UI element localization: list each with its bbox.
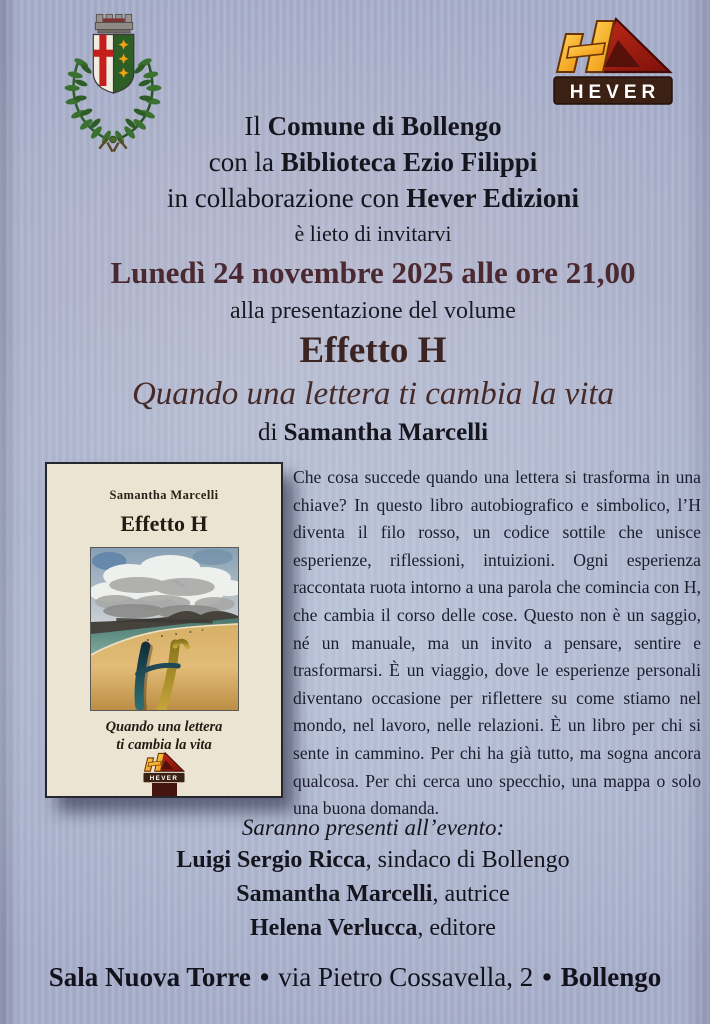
hever-logo-small-text: HEVER	[149, 775, 179, 783]
guest-line	[36, 877, 710, 911]
event-datetime: Lunedì 24 novembre 2025 alle ore 21,00	[110, 255, 636, 290]
hever-logo	[552, 14, 674, 106]
guest-name: Helena Verlucca	[250, 915, 418, 941]
venue-footer	[0, 962, 710, 993]
organizer-line-2	[36, 144, 710, 180]
venue-address: via Pietro Cossavella, 2	[278, 962, 534, 992]
organizer-line-3	[36, 180, 710, 216]
author-name: Samantha Marcelli	[283, 419, 489, 446]
hever-logo-tail	[152, 783, 177, 796]
cover-subtitle-line-2: ti cambia la vita	[116, 737, 212, 753]
organizer-name: Comune di Bollengo	[267, 111, 502, 141]
publisher-prefix: in collaborazione con	[167, 183, 407, 213]
cover-subtitle-line-1: Quando una lettera	[105, 719, 223, 735]
cover-author: Samantha Marcelli	[109, 488, 219, 502]
guest-role: , editore	[417, 915, 496, 941]
shield-stars	[119, 40, 129, 78]
guest-name: Luigi Sergio Ricca	[176, 847, 366, 873]
guest-line	[36, 911, 710, 945]
author-line	[36, 417, 710, 449]
publisher-name: Hever Edizioni	[406, 183, 579, 213]
hever-emblem	[557, 19, 670, 72]
mural-crown	[95, 14, 132, 33]
cover-title: Effetto H	[120, 511, 208, 536]
beach-photo	[90, 547, 239, 711]
cover-subtitle	[47, 718, 281, 754]
hever-logo-text: HEVER	[569, 82, 661, 103]
guest-role: , autrice	[432, 881, 510, 907]
bullet-separator: •	[259, 962, 270, 992]
venue-city: Bollengo	[560, 962, 662, 992]
book-description: Che cosa succede quando una lettera si trasforma in una chiave? In questo libro autobiografico e simbolico, l’H diventa il filo rosso, un codice sottile che unisce esperienze, riflessioni, intuizioni. Ogni esperienza raccontata ruota intorno a una parola che comincia con H, che cambia il corso delle cose. Questo non è un saggio, né un manuale, ma un invito a pensare, sentire e trasformarsi. È un viaggio, dove le esperienze personali diventano occasione per riflettere su come stiamo nel mondo, nel lavoro, nelle relazioni. È un libro per chi si sente in cammino. Per chi ha già tutto, ma sogna ancora qualcosa. Per chi cerca uno specchio, una mappa o solo una buona domanda.	[293, 467, 701, 819]
event-leadin: alla presentazione del volume	[230, 298, 516, 324]
venue-name: Sala Nuova Torre	[48, 962, 251, 992]
book-title: Effetto H	[299, 330, 447, 371]
shield	[93, 35, 133, 94]
guests-block	[36, 812, 710, 945]
book-subtitle: Quando una lettera ti cambia la vita	[131, 376, 615, 412]
guest-name: Samantha Marcelli	[236, 881, 433, 907]
invitation-line: è lieto di invitarvi	[294, 221, 452, 246]
library-prefix: con la	[208, 147, 281, 177]
header-block	[36, 108, 710, 449]
organizer-line-1	[36, 108, 710, 144]
hever-logo-small-mark	[139, 751, 189, 783]
organizer-prefix: Il	[244, 111, 268, 141]
guests-intro: Saranno presenti all’evento:	[241, 815, 505, 840]
library-name: Biblioteca Ezio Filippi	[280, 147, 538, 177]
guest-role: , sindaco di Bollengo	[365, 847, 570, 873]
book-cover	[45, 462, 283, 798]
bullet-separator: •	[542, 962, 552, 992]
hever-logo-small	[47, 751, 281, 796]
guest-line	[36, 843, 710, 877]
author-prefix: di	[257, 419, 284, 446]
